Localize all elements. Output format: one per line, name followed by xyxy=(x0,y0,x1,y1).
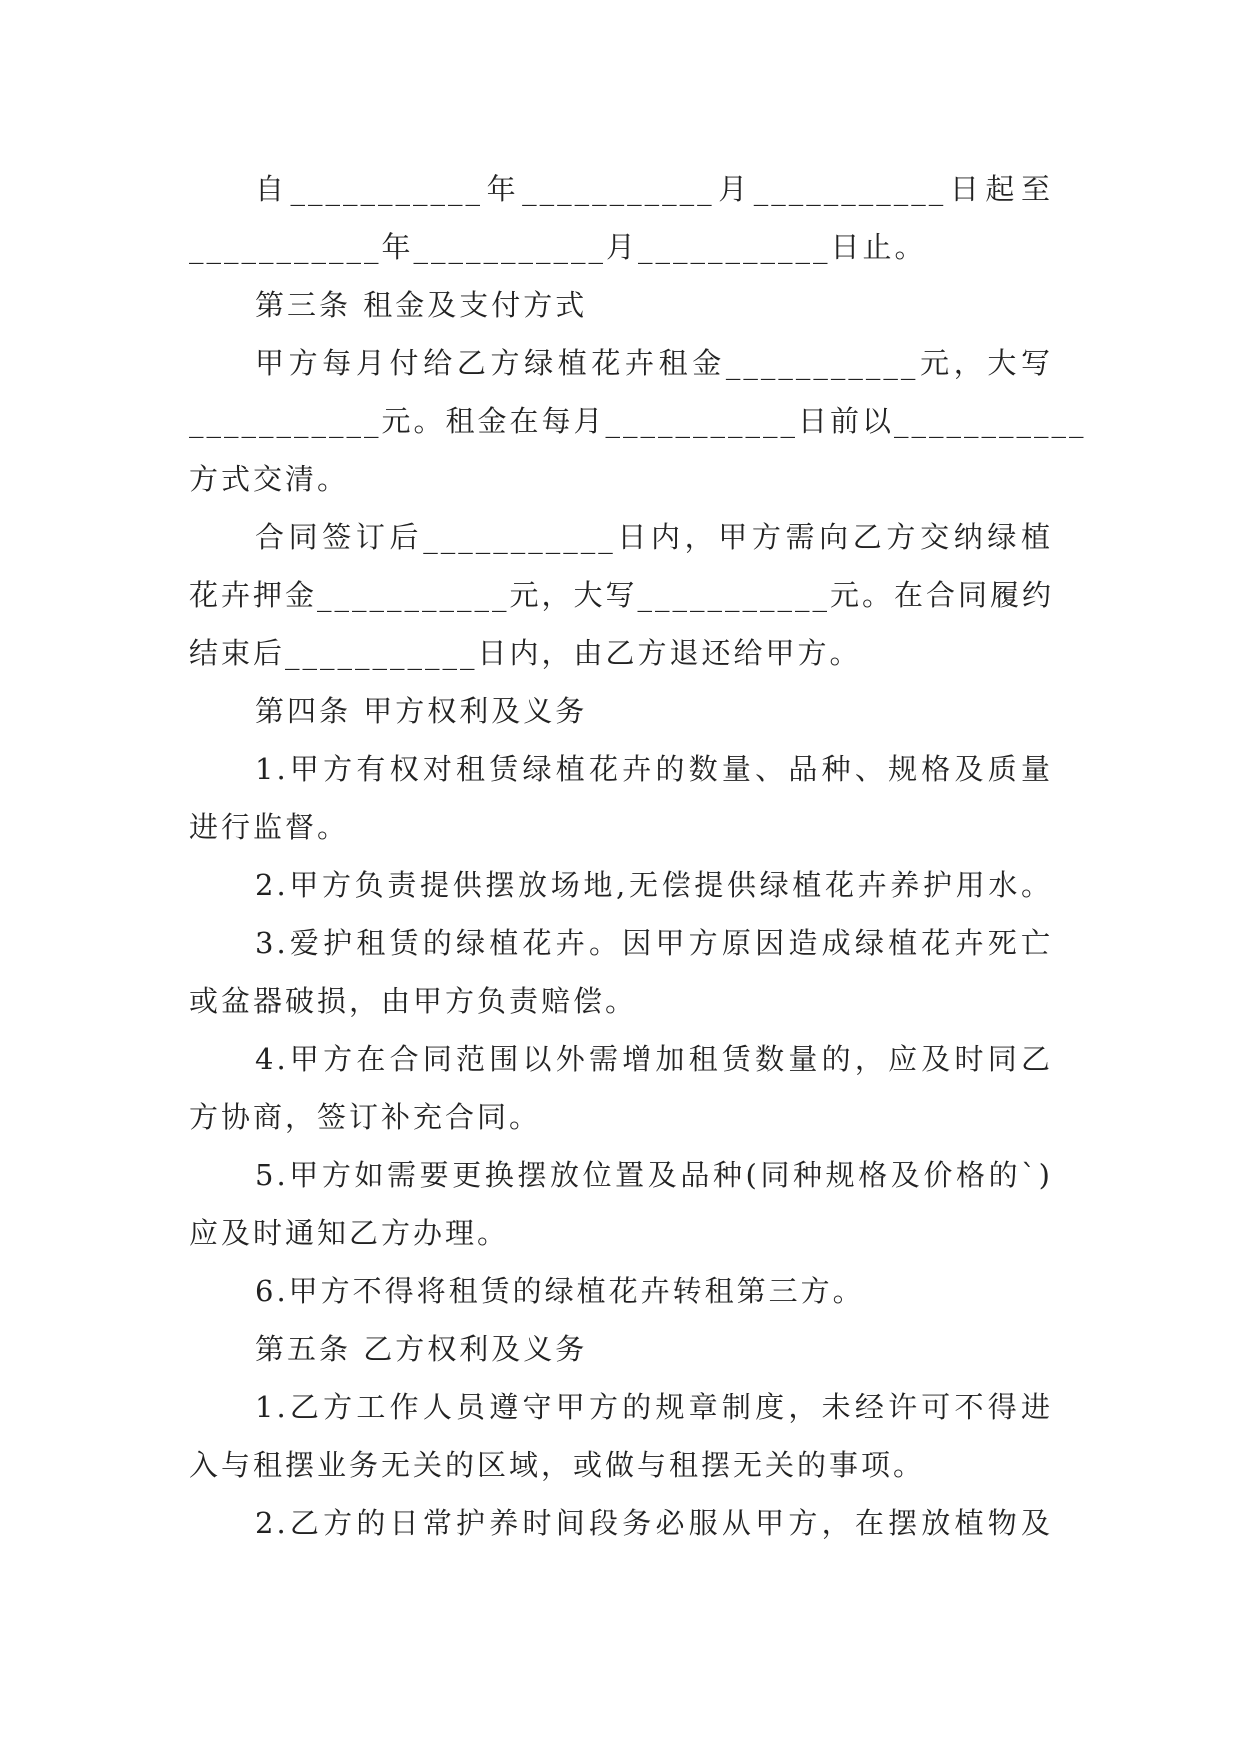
text-line: 花卉押金___________元，大写___________元。在合同履约 xyxy=(189,578,1055,612)
text-line: 入与租摆业务无关的区域，或做与租摆无关的事项。 xyxy=(189,1448,926,1482)
document-body xyxy=(189,160,1087,1552)
text-line: 2.乙方的日常护养时间段务必服从甲方，在摆放植物及 xyxy=(255,1506,1053,1540)
text-line: 3.爱护租赁的绿植花卉。因甲方原因造成绿植花卉死亡 xyxy=(255,926,1053,960)
text-line: 4.甲方在合同范围以外需增加租赁数量的，应及时同乙 xyxy=(255,1042,1053,1076)
text-line: 2.甲方负责提供摆放场地,无偿提供绿植花卉养护用水。 xyxy=(255,868,1053,902)
text-line: 自___________年___________月___________日起至 xyxy=(255,172,1053,206)
text-line: 方协商，签订补充合同。 xyxy=(189,1100,542,1134)
text-line: 进行监督。 xyxy=(189,810,350,844)
text-line: 第五条 乙方权利及义务 xyxy=(255,1332,588,1366)
text-line: 第四条 甲方权利及义务 xyxy=(255,694,588,728)
text-line: 或盆器破损，由甲方负责赔偿。 xyxy=(189,984,638,1018)
text-line: ___________年___________月___________日止。 xyxy=(189,230,927,264)
text-line: 第三条 租金及支付方式 xyxy=(255,288,588,322)
text-line: 6.甲方不得将租赁的绿植花卉转租第三方。 xyxy=(255,1274,865,1308)
text-line: 应及时通知乙方办理。 xyxy=(189,1216,510,1250)
text-line: 1.甲方有权对租赁绿植花卉的数量、品种、规格及质量 xyxy=(255,752,1053,786)
text-line: 合同签订后___________日内，甲方需向乙方交纳绿植 xyxy=(255,520,1053,554)
text-line: ___________元。租金在每月___________日前以___________ xyxy=(189,404,1087,438)
text-line: 方式交清。 xyxy=(189,462,350,496)
text-line: 结束后___________日内，由乙方退还给甲方。 xyxy=(189,636,862,670)
text-line: 5.甲方如需要更换摆放位置及品种(同种规格及价格的`) xyxy=(255,1158,1053,1192)
text-line: 1.乙方工作人员遵守甲方的规章制度，未经许可不得进 xyxy=(255,1390,1053,1424)
text-line: 甲方每月付给乙方绿植花卉租金___________元，大写 xyxy=(255,346,1053,380)
